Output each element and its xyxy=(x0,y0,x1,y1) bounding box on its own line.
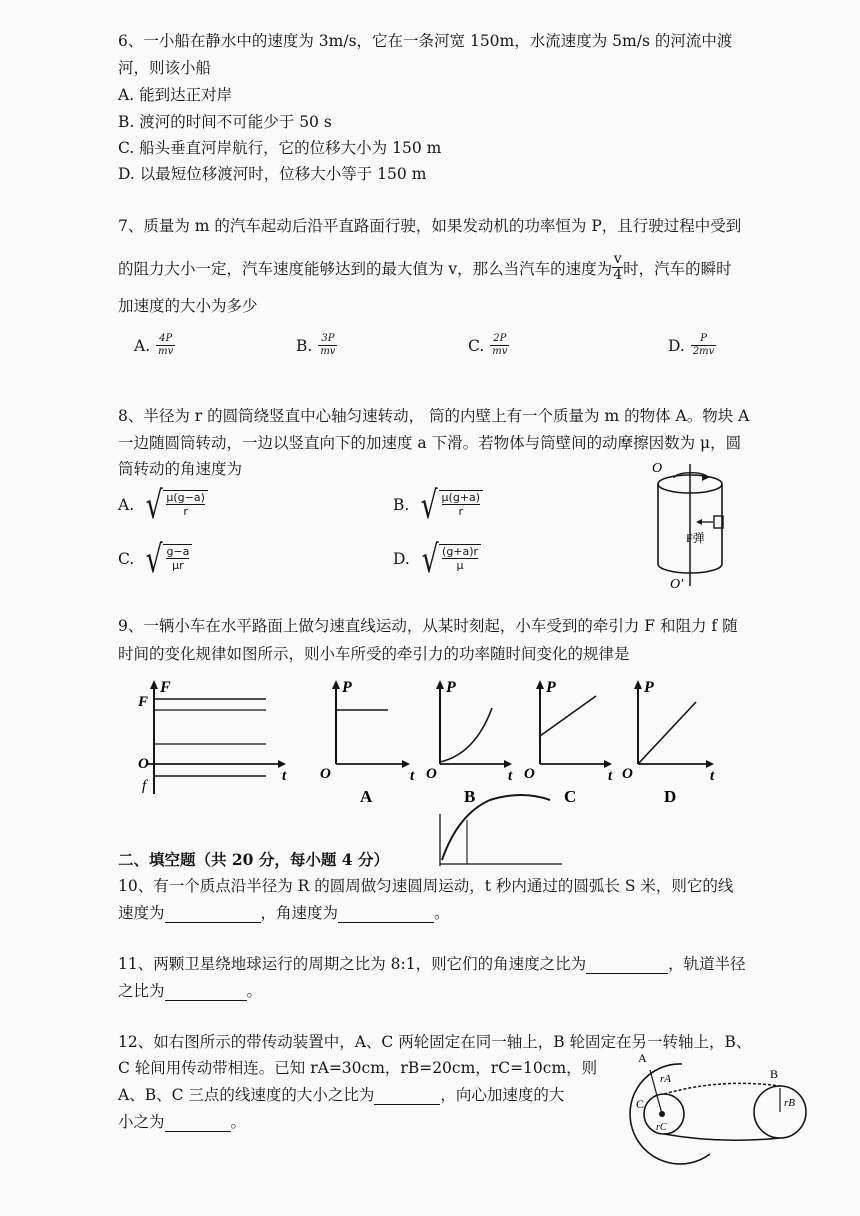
axis-label-p: P xyxy=(342,679,352,696)
origin-label: O xyxy=(138,756,149,772)
sqrt-expression xyxy=(142,483,208,527)
fraction-numerator: g−a xyxy=(166,545,190,558)
answer-blank-velocity-ratio[interactable] xyxy=(374,1088,440,1105)
q8-stem-line3: 筒转动的角速度为 xyxy=(118,460,243,478)
option-fraction xyxy=(490,333,509,358)
q6-stem-line1: 6、一小船在静水中的速度为 3m/s，它在一条河宽 150m，水流速度为 5m/s 的河流中渡 xyxy=(118,32,733,50)
option-letter: B. xyxy=(118,113,135,131)
sqrt-expression xyxy=(417,483,483,527)
fraction-numerator: 2P xyxy=(490,333,509,346)
option-fraction xyxy=(156,333,175,358)
force-label: F弹 xyxy=(686,531,705,545)
answer-blank-angular-ratio[interactable] xyxy=(586,957,668,974)
fraction-denominator: μr xyxy=(172,559,184,572)
axis-label-bottom: O' xyxy=(670,577,684,592)
answer-blank-velocity[interactable] xyxy=(165,906,261,923)
point-label-c: C xyxy=(636,1097,645,1111)
option-text: 渡河的时间不可能少于 50 s xyxy=(139,113,332,131)
q7-stem-text-after: 时，汽车的瞬时 xyxy=(623,259,732,278)
q12-line1: 12、如右图所示的带传动装置中，A、C 两轮固定在同一轴上，B 轮固定在另一转轴上，B、 xyxy=(118,1033,752,1051)
force-time-graph xyxy=(137,679,287,794)
fraction-denominator: mv xyxy=(320,346,336,357)
q6-option-c xyxy=(118,136,441,158)
origin-label: O xyxy=(426,766,437,782)
graph-c xyxy=(524,679,613,806)
fraction-denominator: mv xyxy=(158,346,174,357)
radius-label-b: rB xyxy=(784,1097,795,1109)
option-letter: A. xyxy=(118,496,135,514)
sqrt-expression xyxy=(418,537,481,581)
q8-option-c xyxy=(118,537,192,581)
option-letter: A. xyxy=(134,336,151,355)
radical-icon: √ xyxy=(145,537,163,581)
sqrt-expression xyxy=(142,537,192,581)
graph-d xyxy=(622,679,715,806)
q7-option-c xyxy=(468,333,509,358)
q7-stem-line3: 加速度的大小为多少 xyxy=(118,297,258,315)
option-letter: D. xyxy=(393,550,410,568)
fraction-denominator: 4 xyxy=(613,267,623,283)
q8-option-b xyxy=(393,483,483,527)
q11-text: ，轨道半径 xyxy=(668,955,746,973)
option-letter: C. xyxy=(118,139,135,157)
q8-stem-line2: 一边随圆筒转动，一边以竖直向下的加速度 a 下滑。若物体与筒壁间的动摩擦因数为 μ，圆 xyxy=(118,434,742,452)
rotating-cylinder-figure xyxy=(640,456,750,596)
q11-line2 xyxy=(118,979,262,1001)
section-2-title: 二、填空题（共 20 分，每小题 4 分） xyxy=(118,850,389,869)
axis-label-p: P xyxy=(644,679,654,696)
fraction-numerator: 3P xyxy=(318,333,337,346)
answer-blank-acceleration-ratio[interactable] xyxy=(165,1115,231,1132)
axis-label-t: t xyxy=(508,768,513,784)
option-letter: C. xyxy=(118,550,135,568)
graph-letter-a: A xyxy=(360,787,373,806)
q6-option-b xyxy=(118,110,332,132)
q10-line1: 10、有一个质点沿半径为 R 的圆周做匀速圆周运动，t 秒内通过的圆弧长 S 米，则它的线 xyxy=(118,877,734,895)
q10-text: 速度为 xyxy=(118,904,165,922)
q7-option-a xyxy=(134,333,175,358)
q7-stem-line1: 7、质量为 m 的汽车起动后沿平直路面行驶，如果发动机的功率恒为 P，且行驶过程中受到 xyxy=(118,217,742,235)
fraction-numerator: v xyxy=(613,251,622,267)
q9-stem-line2: 时间的变化规律如图所示，则小车所受的牵引力的功率随时间变化的规律是 xyxy=(118,645,630,663)
axis-label-p: P xyxy=(446,679,456,696)
q9-stem-line1: 9、一辆小车在水平路面上做匀速直线运动，从某时刻起，小车受到的牵引力 F 和阻力 f 随 xyxy=(118,617,738,635)
force-arrow-head xyxy=(696,519,702,525)
axis-label-t: t xyxy=(710,768,715,784)
origin-label: O xyxy=(524,766,535,782)
option-text: 以最短位移渡河时，位移大小等于 150 m xyxy=(139,165,427,183)
q8-option-a xyxy=(118,483,208,527)
belt-bottom xyxy=(664,1134,780,1140)
answer-blank-radius-ratio[interactable] xyxy=(165,984,247,1001)
fraction-denominator: μ xyxy=(456,559,464,572)
option-letter: B. xyxy=(296,336,313,355)
option-letter: D. xyxy=(668,336,685,355)
origin-label: O xyxy=(320,766,331,782)
radius-label-a: rA xyxy=(660,1073,671,1085)
option-letter: D. xyxy=(118,165,135,183)
q6-option-a xyxy=(118,83,232,105)
q10-text: ，角速度为 xyxy=(260,904,339,922)
radical-icon: √ xyxy=(421,537,439,581)
q12-text: ，向心加速度的大 xyxy=(440,1086,565,1104)
fraction-denominator: r xyxy=(458,505,464,518)
q8-stem-line1: 8、半径为 r 的圆筒绕竖直中心轴匀速转动， 筒的内壁上有一个质量为 m 的物体 A。物块 A xyxy=(118,407,750,425)
axis-label-t: t xyxy=(608,768,613,784)
graph-letter-c: C xyxy=(564,787,577,806)
q7-option-d xyxy=(668,333,716,358)
fraction-denominator: mv xyxy=(492,346,508,357)
tick-label-f-small: f xyxy=(142,778,147,794)
fraction-numerator: P xyxy=(691,333,717,346)
graph-letter-b: B xyxy=(464,787,476,806)
q10-line2 xyxy=(118,901,450,923)
option-text: 船头垂直河岸航行，它的位移大小为 150 m xyxy=(139,139,442,157)
q7-option-b xyxy=(296,333,337,358)
q9-graphs xyxy=(130,674,730,874)
axis-label-p: P xyxy=(546,679,556,696)
axis-label-t: t xyxy=(282,768,287,784)
q8-option-d xyxy=(393,537,481,581)
radical-icon: √ xyxy=(145,483,163,527)
option-fraction xyxy=(318,333,337,358)
origin-label: O xyxy=(622,766,633,782)
q7-speed-fraction xyxy=(612,252,623,283)
axis-label-t: t xyxy=(410,768,415,784)
graph-letter-d: D xyxy=(664,787,677,806)
q12-text: 小之为 xyxy=(118,1113,165,1131)
axis-label-f: F xyxy=(160,679,171,696)
handwritten-sketch xyxy=(440,795,562,866)
option-fraction xyxy=(691,333,717,358)
option-letter: B. xyxy=(393,496,410,514)
q12-text: A、B、C 三点的线速度的大小之比为 xyxy=(118,1086,375,1104)
graph-a xyxy=(320,679,415,806)
q11-text: 11、两颗卫星绕地球运行的周期之比为 8:1，则它们的角速度之比为 xyxy=(118,955,587,973)
option-letter: C. xyxy=(468,336,485,355)
option-letter: A. xyxy=(118,86,135,104)
fraction-numerator: (g+a)r xyxy=(442,545,479,558)
fraction-numerator: μ(g−a) xyxy=(166,491,205,504)
belt-drive-figure xyxy=(620,1048,816,1168)
q7-stem-text: 的阻力大小一定，汽车速度能够达到的最大值为 v，那么当汽车的速度为 xyxy=(118,259,613,278)
tick-label-f: F xyxy=(138,694,149,710)
q12-line4 xyxy=(118,1110,246,1132)
point-label-b: B xyxy=(770,1067,779,1081)
fraction-numerator: 4P xyxy=(156,333,175,346)
graph-b xyxy=(426,679,513,806)
radius-label-c: rC xyxy=(656,1122,667,1133)
fraction-numerator: μ(g+a) xyxy=(441,491,481,504)
q6-stem-line2: 河，则该小船 xyxy=(118,59,212,77)
q7-stem-line2 xyxy=(118,252,732,283)
q11-text: 之比为 xyxy=(118,982,165,1000)
q11-line1 xyxy=(118,952,746,974)
q12-text: 。 xyxy=(230,1113,247,1131)
answer-blank-angular-velocity[interactable] xyxy=(338,906,434,923)
q10-text: 。 xyxy=(434,904,450,922)
fraction-denominator: r xyxy=(183,505,188,518)
q6-option-d xyxy=(118,162,426,184)
point-label-a: A xyxy=(638,1051,647,1065)
q11-text: 。 xyxy=(246,982,263,1000)
radical-icon: √ xyxy=(420,483,438,527)
q12-line3 xyxy=(118,1083,564,1105)
q12-line2: C 轮间用传动带相连。已知 rA=30cm，rB=20cm，rC=10cm，则 xyxy=(118,1059,598,1077)
option-text: 能到达正对岸 xyxy=(139,86,233,104)
fraction-denominator: 2mv xyxy=(692,346,715,357)
axis-label-top: O xyxy=(652,461,663,476)
